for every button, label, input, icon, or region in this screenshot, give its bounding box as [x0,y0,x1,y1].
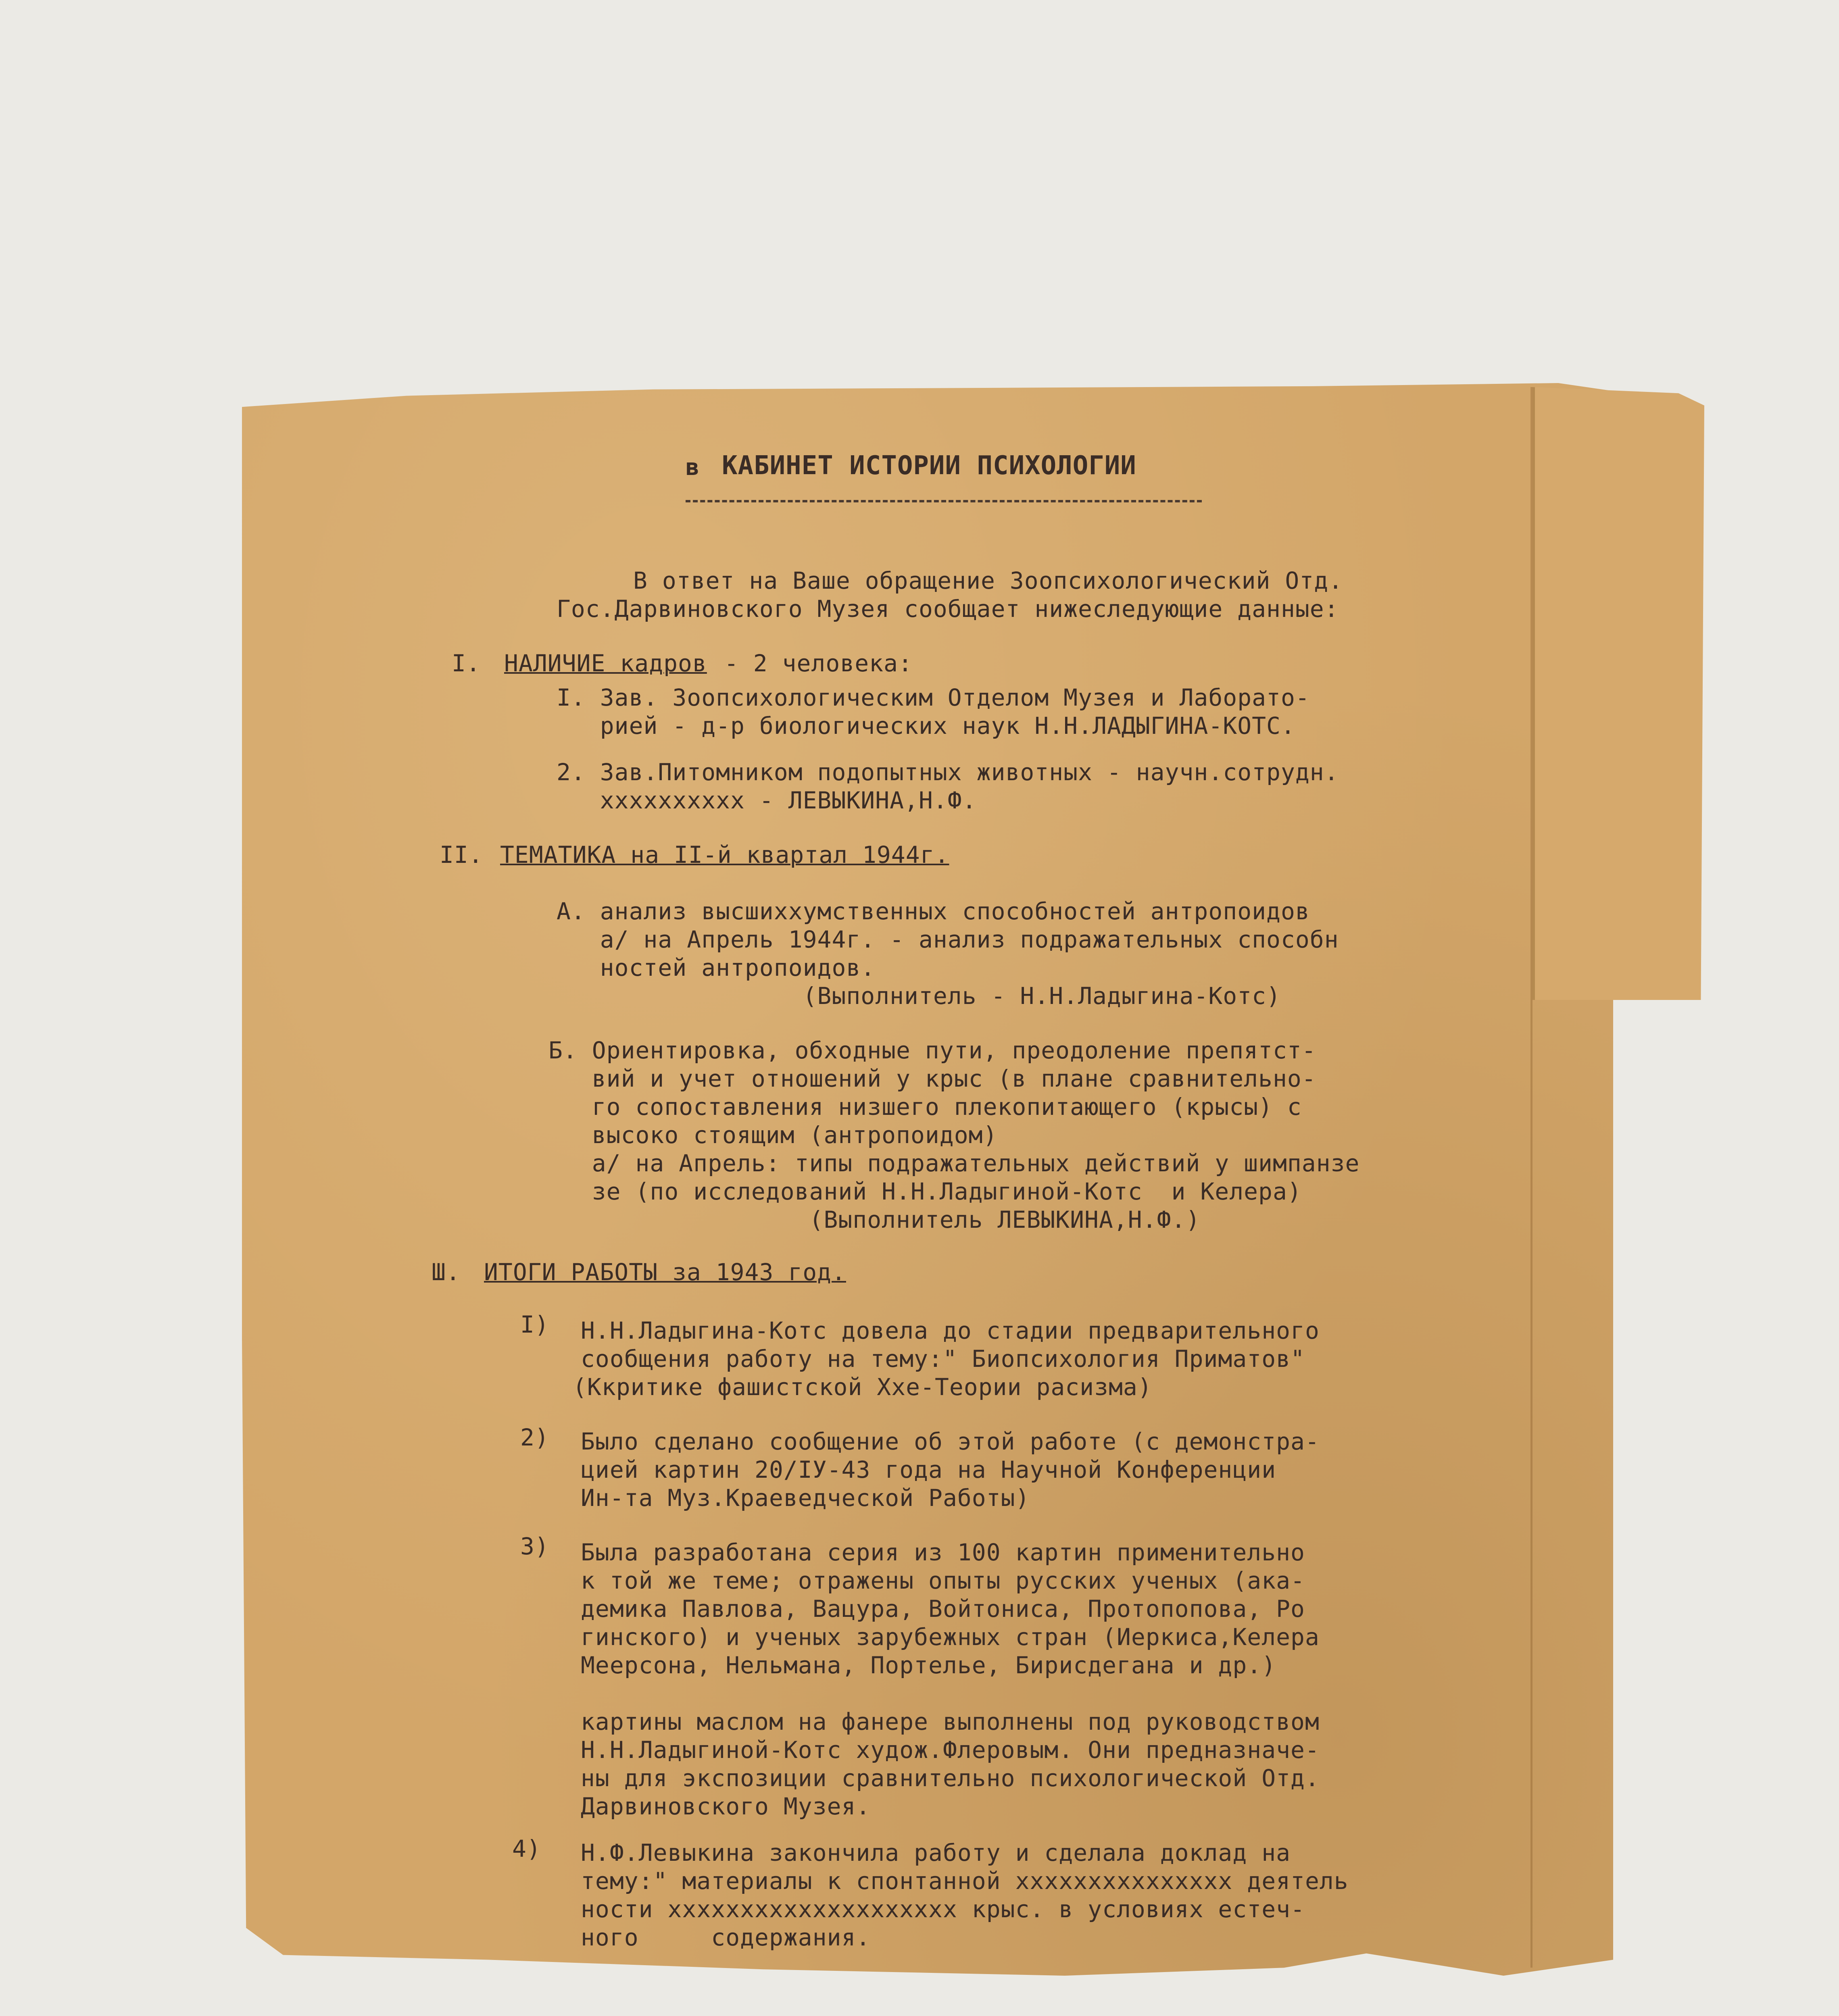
section-3-item-4-number: 4) [512,1835,541,1862]
section-3-item-3-line-2: к той же теме; отражены опыты русских ученых (ака- [581,1567,1305,1594]
crease-mark [1530,387,1532,1968]
section-2-b-line-4: высоко стоящим (антропоидом) [548,1121,998,1149]
section-2-a-line-3: ностей антропоидов. [557,954,876,981]
section-2-b-line-6: зе (по исследований Н.Н.Ладыгиной-Котс и Келера) [548,1178,1302,1205]
section-1-item-1-line-1: I. Зав. Зоопсихологическим Отделом Музея и Лаборато- [557,684,1310,711]
section-2-a-line-1: А. анализ высшихxумственных способностей антропоидов [557,898,1310,925]
intro-line-2: Гос.Дарвиновского Музея сообщает нижеследующие данные: [557,595,1339,623]
section-3-item-1-line-1: Н.Н.Ладыгина-Котс довела до стадии предварительного [581,1317,1320,1344]
section-3-item-2-line-2: цией картин 20/IУ-43 года на Научной Конференции [581,1456,1276,1483]
section-2-heading: ТЕМАТИКА на II-й квартал 1944г. [500,841,949,868]
section-3-item-4-line-3: ности xxxxxxxxxxxxxxxxxxxx крыс. в условиях естеч- [581,1895,1305,1923]
section-3-item-3-extra-line-1: картины маслом на фанере выполнены под руководством [581,1708,1320,1735]
section-1-number: I. [452,650,481,677]
section-3-item-3-line-4: гинского) и ученых зарубежных стран (Иеркиса,Келера [581,1623,1320,1651]
section-3-item-3-line-5: Меерсона, Нельмана, Портелье, Бирисдегана и др.) [581,1652,1276,1679]
section-1-item-2-line-1: 2. Зав.Питомником подопытных животных - научн.сотрудн. [557,758,1339,786]
section-3-item-3-line-3: демика Павлова, Вацура, Войтониса, Протопопова, Ро [581,1595,1305,1622]
section-3-item-4-line-2: тему:" материалы к спонтанной xxxxxxxxxxxxxxx деятель [581,1867,1349,1895]
section-3-item-2-line-1: Было сделано сообщение об этой работе (с демонстра- [581,1428,1320,1455]
section-3-heading: ИТОГИ РАБОТЫ за 1943 год. [484,1258,846,1286]
section-3-item-3-extra-line-4: Дарвиновского Музея. [581,1793,871,1820]
section-2-b-line-2: вий и учет отношений у крыс (в плане сравнительно- [548,1065,1316,1092]
section-3-item-2-line-3: Ин-та Муз.Краеведческой Работы) [581,1484,1030,1512]
section-3-item-1-line-2: сообщения работу на тему:" Биопсихология Приматов" [581,1345,1305,1372]
section-2-number: II. [440,841,483,868]
section-3-item-3-line-1: Была разработана серия из 100 картин применительно [581,1539,1305,1566]
section-3-item-1-line-3: (Ккритике фашистской Ххе-Теории расизма) [573,1373,1152,1401]
section-2-a-line-2: а/ на Апрель 1944г. - анализ подражательных способн [557,926,1339,953]
section-1-item-2-line-2: xxxxxxxxxx - ЛЕВЫКИНА,Н.Ф. [557,787,977,814]
section-1-heading-rest: - 2 человека: [710,650,913,677]
section-3-item-2-number: 2) [520,1424,549,1451]
section-2-b-line-1: Б. Ориентировка, обходные пути, преодоление препятст- [548,1037,1316,1064]
header-mark: в [686,454,700,481]
intro-line-1: В ответ на Ваше обращение Зоопсихологический Отд. [633,567,1343,594]
section-1-heading: НАЛИЧИЕ кадров [504,650,707,677]
page-title: КАБИНЕТ ИСТОРИИ ПСИХОЛОГИИ [722,451,1136,481]
section-3-item-4-line-4: ного содержания. [581,1924,871,1951]
section-1-item-1-line-2: рией - д-р биологических наук Н.Н.ЛАДЫГИНА-КОТС. [557,712,1295,739]
section-3-item-4-line-1: Н.Ф.Левыкина закончила работу и сделала доклад на [581,1839,1291,1866]
section-2-b-line-7: (Выполнитель ЛЕВЫКИНА,Н.Ф.) [548,1206,1201,1233]
section-3-item-3-extra-line-3: ны для экспозиции сравнительно психологической Отд. [581,1764,1320,1792]
section-2-b-line-3: го сопоставления низшего плекопитающего (крысы) с [548,1093,1302,1120]
section-2-a-line-4: (Выполнитель - Н.Н.Ладыгина-Котс) [557,982,1281,1010]
paper-fold-flap [1532,387,1704,1000]
section-3-number: Ш. [432,1258,461,1286]
section-2-b-line-5: а/ на Апрель: типы подражательных действий у шимпанзе [548,1150,1360,1177]
section-3-item-1-number: I) [520,1311,549,1338]
title-underline [686,500,1202,502]
section-3-item-3-number: 3) [520,1533,549,1560]
section-3-item-3-extra-line-2: Н.Н.Ладыгиной-Котс худож.Флеровым. Они предназначе- [581,1736,1320,1764]
